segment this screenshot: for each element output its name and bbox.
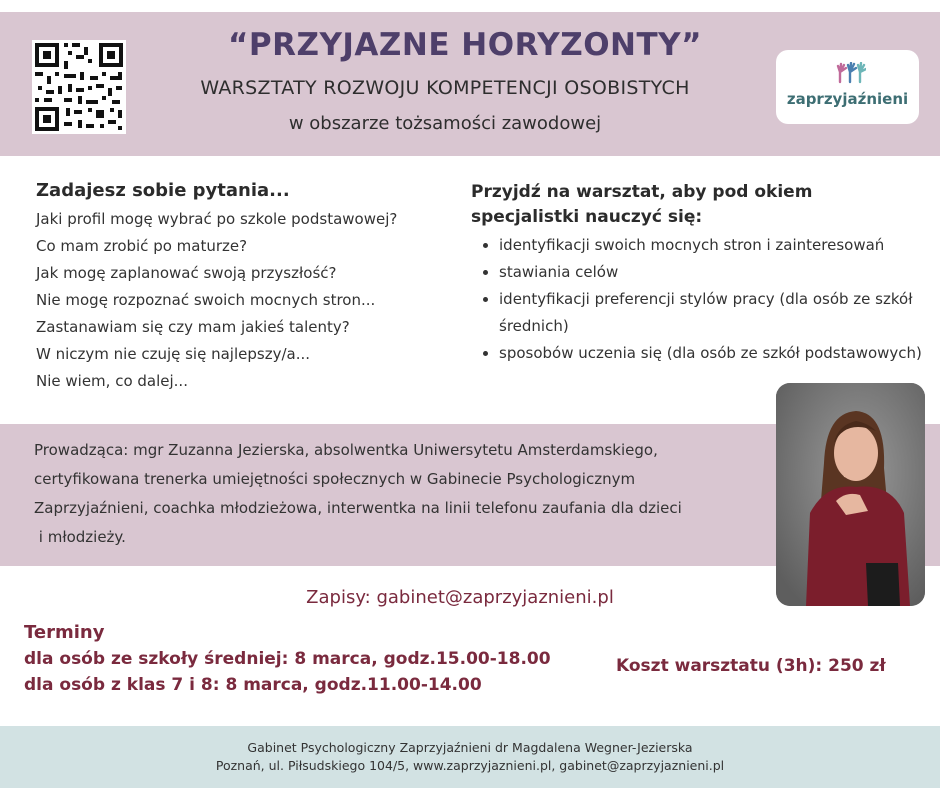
- instructor-line: Zaprzyjaźnieni, coachka młodzieżowa, interwentka na linii telefonu zaufania dla dzieci: [34, 499, 682, 517]
- signup-email[interactable]: Zapisy: gabinet@zaprzyjaznieni.pl: [306, 587, 614, 608]
- schedule-line: dla osób z klas 7 i 8: 8 marca, godz.11.00-14.00: [24, 675, 482, 695]
- question-item: Jaki profil mogę wybrać po szkole podstawowej?: [36, 210, 398, 228]
- question-item: Nie wiem, co dalej...: [36, 372, 188, 390]
- workshop-list-item: • sposobów uczenia się (dla osób ze szkół podstawowych): [499, 340, 931, 367]
- qr-code: [32, 40, 126, 134]
- workshop-heading-line1: Przyjdź na warsztat, aby pod okiem: [471, 182, 813, 202]
- workshop-list-item: • stawiania celów: [499, 259, 931, 286]
- question-item: W niczym nie czuję się najlepszy/a...: [36, 345, 310, 363]
- footer-band: [0, 726, 940, 788]
- questions-section: [36, 180, 466, 395]
- workshop-list-item: • identyfikacji swoich mocnych stron i zainteresowań: [499, 232, 931, 259]
- workshop-list-item: • identyfikacji preferencji stylów pracy (dla osób ze szkół średnich): [499, 286, 931, 340]
- workshop-cost: Koszt warsztatu (3h): 250 zł: [616, 656, 886, 676]
- instructor-line: i młodzieży.: [34, 528, 126, 546]
- footer-line: Gabinet Psychologiczny Zaprzyjaźnieni dr Magdalena Wegner-Jezierska: [247, 740, 693, 755]
- workshop-heading-line2: specjalistki nauczyć się:: [471, 207, 703, 227]
- question-item: Co mam zrobić po maturze?: [36, 237, 248, 255]
- instructor-line: Prowadząca: mgr Zuzanna Jezierska, absolwentka Uniwersytetu Amsterdamskiego,: [34, 441, 658, 459]
- instructor-line: certyfikowana trenerka umiejętności społecznych w Gabinecie Psychologicznym: [34, 470, 636, 488]
- question-item: Jak mogę zaplanować swoją przyszłość?: [36, 264, 337, 282]
- questions-heading: Zadajesz sobie pytania...: [36, 180, 290, 201]
- schedule-line: dla osób ze szkoły średniej: 8 marca, godz.15.00-18.00: [24, 649, 551, 669]
- question-item: Nie mogę rozpoznać swoich mocnych stron...: [36, 291, 376, 309]
- logo-text: zaprzyjaźnieni: [786, 90, 909, 108]
- schedule-label: Terminy: [24, 622, 105, 643]
- footer-line: Poznań, ul. Piłsudskiego 104/5, www.zaprzyjaznieni.pl, gabinet@zaprzyjaznieni.pl: [215, 758, 725, 773]
- workshop-list: [471, 232, 931, 367]
- instructor-photo: [776, 383, 925, 606]
- page-subtitle: WARSZTATY ROZWOJU KOMPETENCJI OSOBISTYCH: [200, 77, 690, 99]
- page-subtitle-secondary: w obszarze tożsamości zawodowej: [288, 113, 602, 134]
- question-item: Zastanawiam się czy mam jakieś talenty?: [36, 318, 350, 336]
- instructor-bio: [34, 436, 769, 552]
- logo: [776, 50, 919, 124]
- hands-icon: [836, 62, 866, 84]
- schedule: [24, 620, 584, 698]
- page-title: “PRZYJAZNE HORYZONTY”: [228, 27, 702, 63]
- workshop-section: [471, 180, 931, 367]
